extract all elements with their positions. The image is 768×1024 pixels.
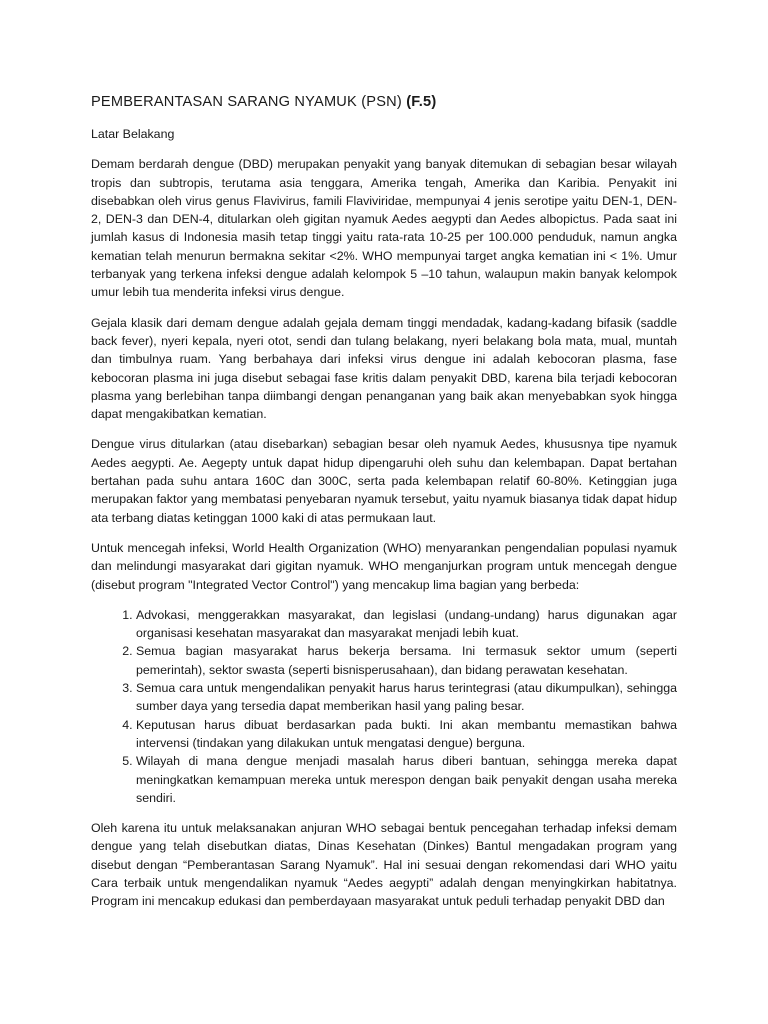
paragraph-2: Gejala klasik dari demam dengue adalah gejala demam tinggi mendadak, kadang-kadang bifasik (saddle back fever), nyeri kepala, nyeri otot, sendi dan tulang belakang, nyeri belakang bola mata, mual, muntah dan timbulnya ruam. Yang berbahaya dari infeksi virus dengue ini adalah kebocoran plasma, fase kebocoran plasma ini juga disebut sebagai fase kritis dalam penyakit DBD, karena bila terjadi kebocoran plasma yang berlebihan tanpa diimbangi dengan penanganan yang baik akan menyebabkan syok hingga dapat mengakibatkan kematian. (91, 315, 677, 422)
paragraph-3: Dengue virus ditularkan (atau disebarkan) sebagian besar oleh nyamuk Aedes, khususnya tipe nyamuk Aedes aegypti. Ae. Aegepty untuk dapat hidup dipengaruhi oleh suhu dan kelembapan. Dapat bertahan bertahan pada suhu antara 160C dan 300C, serta pada kelembapan relatif 60-80%. Ketinggian juga merupakan faktor yang membatasi penyebaran nyamuk tersebut, yaitu nyamuk biasanya tidak dapat hidup ata terbang diatas ketinggan 1000 kaki di atas permukaan laut. (91, 437, 677, 525)
paragraph-4: Untuk mencegah infeksi, World Health Organization (WHO) menyarankan pengendalian populasi nyamuk dan melindungi masyarakat dari gigitan nyamuk. WHO menganjurkan program untuk mencegah dengue (disebut program "Integrated Vector Control") yang mencakup lima bagian yang berbeda: (91, 540, 677, 592)
list-item: 1. Advokasi, menggerakkan masyarakat, dan legislasi (undang-undang) harus digunakan agar organisasi kesehatan masyarakat dan masyarakat menjadi lebih kuat. (136, 606, 677, 643)
section-heading: Latar Belakang (91, 127, 175, 141)
document-title-code: (F.5) (406, 94, 437, 110)
document-title-main: PEMBERANTASAN SARANG NYAMUK (PSN) (91, 94, 407, 110)
list-item: 4. Keputusan harus dibuat berdasarkan pada bukti. Ini akan membantu memastikan bahwa intervensi (tindakan yang dilakukan untuk mengatasi dengue) berguna. (136, 716, 677, 753)
numbered-list (91, 606, 677, 807)
document-page (91, 93, 677, 923)
list-item: 2. Semua bagian masyarakat harus bekerja bersama. Ini termasuk sektor umum (seperti pemerintah), sektor swasta (seperti bisnisperusahaan), dan bidang perawatan kesehatan. (136, 642, 677, 679)
document-title (91, 93, 677, 112)
paragraph-1: Demam berdarah dengue (DBD) merupakan penyakit yang banyak ditemukan di sebagian besar wilayah tropis dan subtropis, terutama asia tenggara, Amerika tengah, Amerika dan Karibia. Penyakit ini disebabkan oleh virus genus Flavivirus, famili Flaviviridae, mempunyai 4 jenis serotipe yaitu DEN-1, DEN-2, DEN-3 dan DEN-4, ditularkan oleh gigitan nyamuk Aedes aegypti dan Aedes albopictus. Pada saat ini jumlah kasus di Indonesia masih tetap tinggi yaitu rata-rata 10-25 per 100.000 penduduk, namun angka kematian telah menurun bermakna sekitar <2%. WHO mempunyai target angka kematian ini < 1%. Umur terbanyak yang terkena infeksi dengue adalah kelompok 5 –10 tahun, walaupun makin banyak kelompok umur lebih tua menderita infeksi virus dengue. (91, 157, 677, 300)
list-item: 3. Semua cara untuk mengendalikan penyakit harus harus terintegrasi (atau dikumpulkan), sehingga sumber daya yang tersedia dapat memberikan hasil yang paling besar. (136, 679, 677, 716)
list-item: 5. Wilayah di mana dengue menjadi masalah harus diberi bantuan, sehingga mereka dapat meningkatkan kemampuan mereka untuk merespon dengan baik penyakit dengan usaha mereka sendiri. (136, 752, 677, 807)
closing-paragraph: Oleh karena itu untuk melaksanakan anjuran WHO sebagai bentuk pencegahan terhadap infeksi demam dengue yang telah disebutkan diatas, Dinas Kesehatan (Dinkes) Bantul mengadakan program yang disebut dengan “Pemberantasan Sarang Nyamuk”. Hal ini sesuai dengan rekomendasi dari WHO yaitu Cara terbaik untuk mengendalikan nyamuk “Aedes aegypti” adalah dengan menyingkirkan habitatnya. Program ini mencakup edukasi dan pemberdayaan masyarakat untuk peduli terhadap penyakit DBD dan (91, 821, 677, 909)
